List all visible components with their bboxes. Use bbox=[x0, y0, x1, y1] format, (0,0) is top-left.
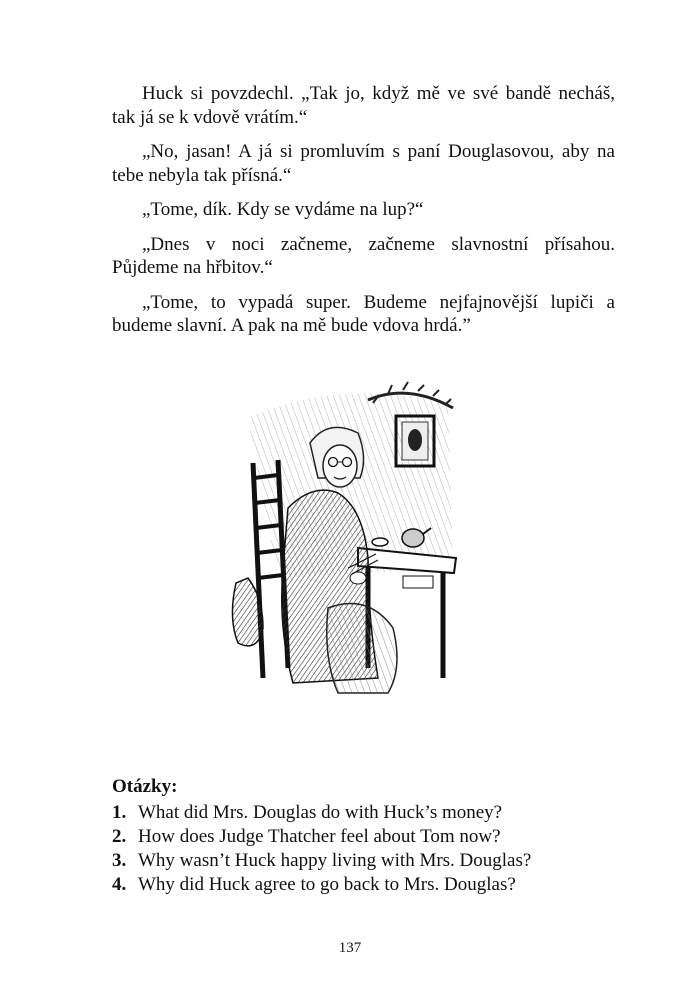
questions-heading: Otázky: bbox=[112, 776, 178, 797]
paragraph: „No, jasan! A já si promluvím s paní Douglasovou, aby na tebe nebyla tak přísná.“ bbox=[112, 141, 615, 186]
paragraph: „Tome, to vypadá super. Budeme nejfajnovější lupiči a budeme slavní. A pak na mě bude vdova hrdá.” bbox=[112, 291, 615, 336]
page-number: 137 bbox=[338, 940, 362, 956]
question-number: 4. bbox=[112, 874, 127, 895]
question-text: Why did Huck agree to go back to Mrs. Douglas? bbox=[138, 874, 516, 895]
question-number: 1. bbox=[112, 802, 127, 823]
paragraph: „Tome, dík. Kdy se vydáme na lup?“ bbox=[142, 199, 424, 220]
question-item bbox=[112, 825, 615, 849]
question-item bbox=[112, 873, 615, 897]
paragraph: Huck si povzdechl. „Tak jo, když mě ve své bandě necháš, tak já se k vdově vrátím.“ bbox=[112, 83, 615, 128]
widow-douglas-illustration bbox=[218, 378, 460, 698]
question-text: Why wasn’t Huck happy living with Mrs. Douglas? bbox=[138, 850, 532, 871]
questions-section bbox=[112, 775, 615, 897]
question-number: 2. bbox=[112, 826, 127, 847]
question-number: 3. bbox=[112, 850, 127, 871]
story-text bbox=[112, 82, 615, 349]
paragraph: „Dnes v noci začneme, začneme slavnostní přísahou. Půjdeme na hřbitov.“ bbox=[112, 233, 615, 278]
question-text: How does Judge Thatcher feel about Tom now? bbox=[138, 826, 501, 847]
question-text: What did Mrs. Douglas do with Huck’s money? bbox=[138, 802, 503, 823]
question-item bbox=[112, 801, 615, 825]
question-item bbox=[112, 849, 615, 873]
